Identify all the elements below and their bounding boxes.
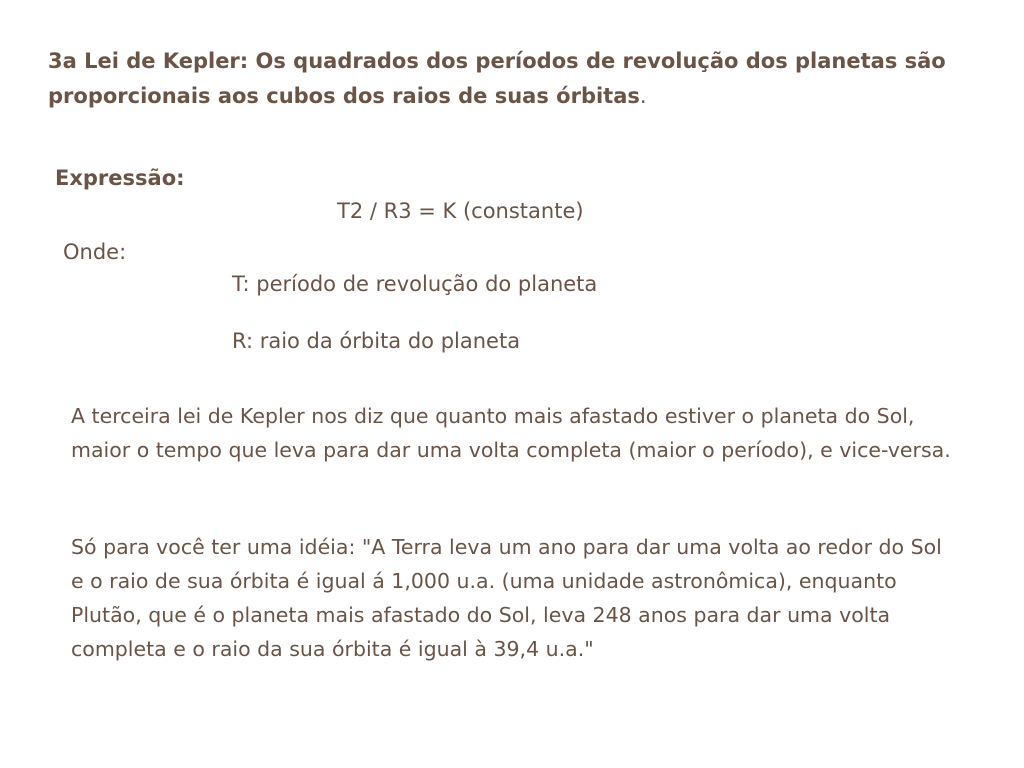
slide-heading [48, 44, 988, 114]
definition-radius: R: raio da órbita do planeta [232, 329, 521, 353]
heading-period: . [639, 84, 647, 108]
explanation-paragraph: A terceira lei de Kepler nos diz que quanto mais afastado estiver o planeta do Sol, maior o tempo que leva para dar uma volta completa (maior o período), e vice-versa. [71, 404, 951, 462]
definition-period: T: período de revolução do planeta [232, 272, 598, 296]
example-paragraph: Só para você ter uma idéia: "A Terra leva um ano para dar uma volta ao redor do Sol e o raio de sua órbita é igual á 1,000 u.a. (uma unidade astronômica), enquanto Plutão, que é o planeta mais afastado do Sol, leva 248 anos para dar uma volta completa e o raio da sua órbita é igual à 39,4 u.a." [71, 535, 942, 661]
expression-label: Expressão: [55, 166, 185, 190]
heading-text: 3a Lei de Kepler: Os quadrados dos períodos de revolução dos planetas são proporcionais aos cubos dos raios de suas órbitas [48, 49, 946, 108]
where-label: Onde: [63, 240, 127, 264]
kepler-formula: T2 / R3 = K (constante) [337, 199, 584, 223]
